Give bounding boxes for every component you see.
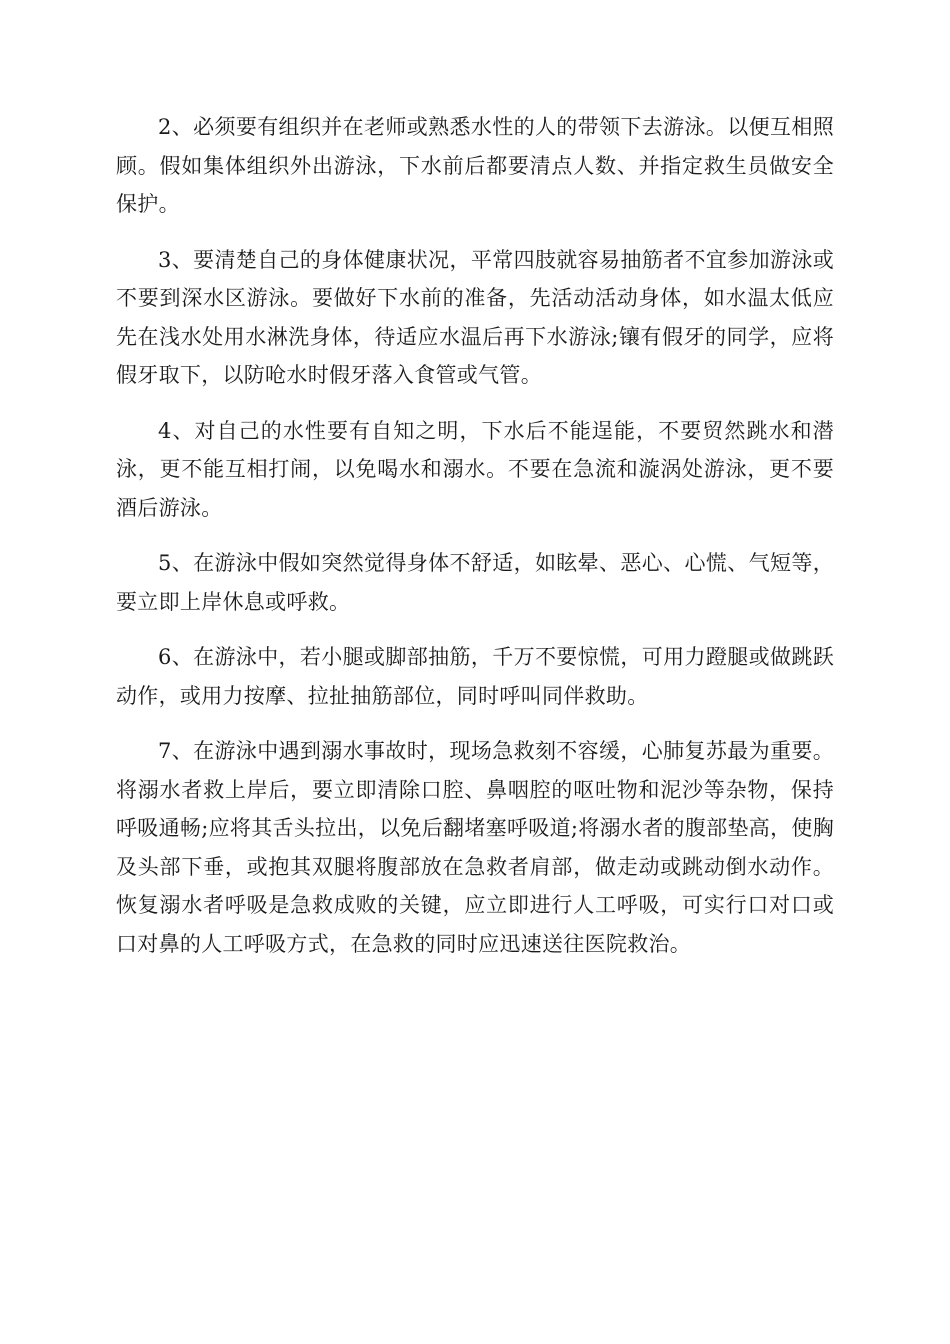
paragraph-3: 3、要清楚自己的身体健康状况，平常四肢就容易抽筋者不宜参加游泳或不要到深水区游泳。要做好下水前的准备，先活动活动身体，如水温太低应先在浅水处用水淋洗身体，待适应水温后再下水游泳;镶有假牙的同学，应将假牙取下，以防呛水时假牙落入食管或气管。	[116, 247, 834, 387]
paragraph-6: 6、在游泳中，若小腿或脚部抽筋，千万不要惊慌，可用力蹬腿或做跳跃动作，或用力按摩、拉扯抽筋部位，同时呼叫同伴救助。	[116, 645, 834, 708]
paragraph-2: 2、必须要有组织并在老师或熟悉水性的人的带领下去游泳。以便互相照顾。假如集体组织外出游泳，下水前后都要清点人数、并指定救生员做安全保护。	[116, 115, 834, 216]
paragraph-4: 4、对自己的水性要有自知之明，下水后不能逞能，不要贸然跳水和潜泳，更不能互相打闹，以免喝水和溺水。不要在急流和漩涡处游泳，更不要酒后游泳。	[116, 418, 834, 520]
document-body	[116, 108, 834, 980]
paragraph-7: 7、在游泳中遇到溺水事故时，现场急救刻不容缓，心肺复苏最为重要。将溺水者救上岸后，要立即清除口腔、鼻咽腔的呕吐物和泥沙等杂物，保持呼吸通畅;应将其舌头拉出，以免后翻堵塞呼吸道;将溺水者的腹部垫高，使胸及头部下垂，或抱其双腿将腹部放在急救者肩部，做走动或跳动倒水动作。恢复溺水者呼吸是急救成败的关键，应立即进行人工呼吸，可实行口对口或口对鼻的人工呼吸方式，在急救的同时应迅速送往医院救治。	[116, 739, 834, 956]
paragraph-5: 5、在游泳中假如突然觉得身体不舒适，如眩晕、恶心、心慌、气短等，要立即上岸休息或呼救。	[116, 551, 834, 614]
